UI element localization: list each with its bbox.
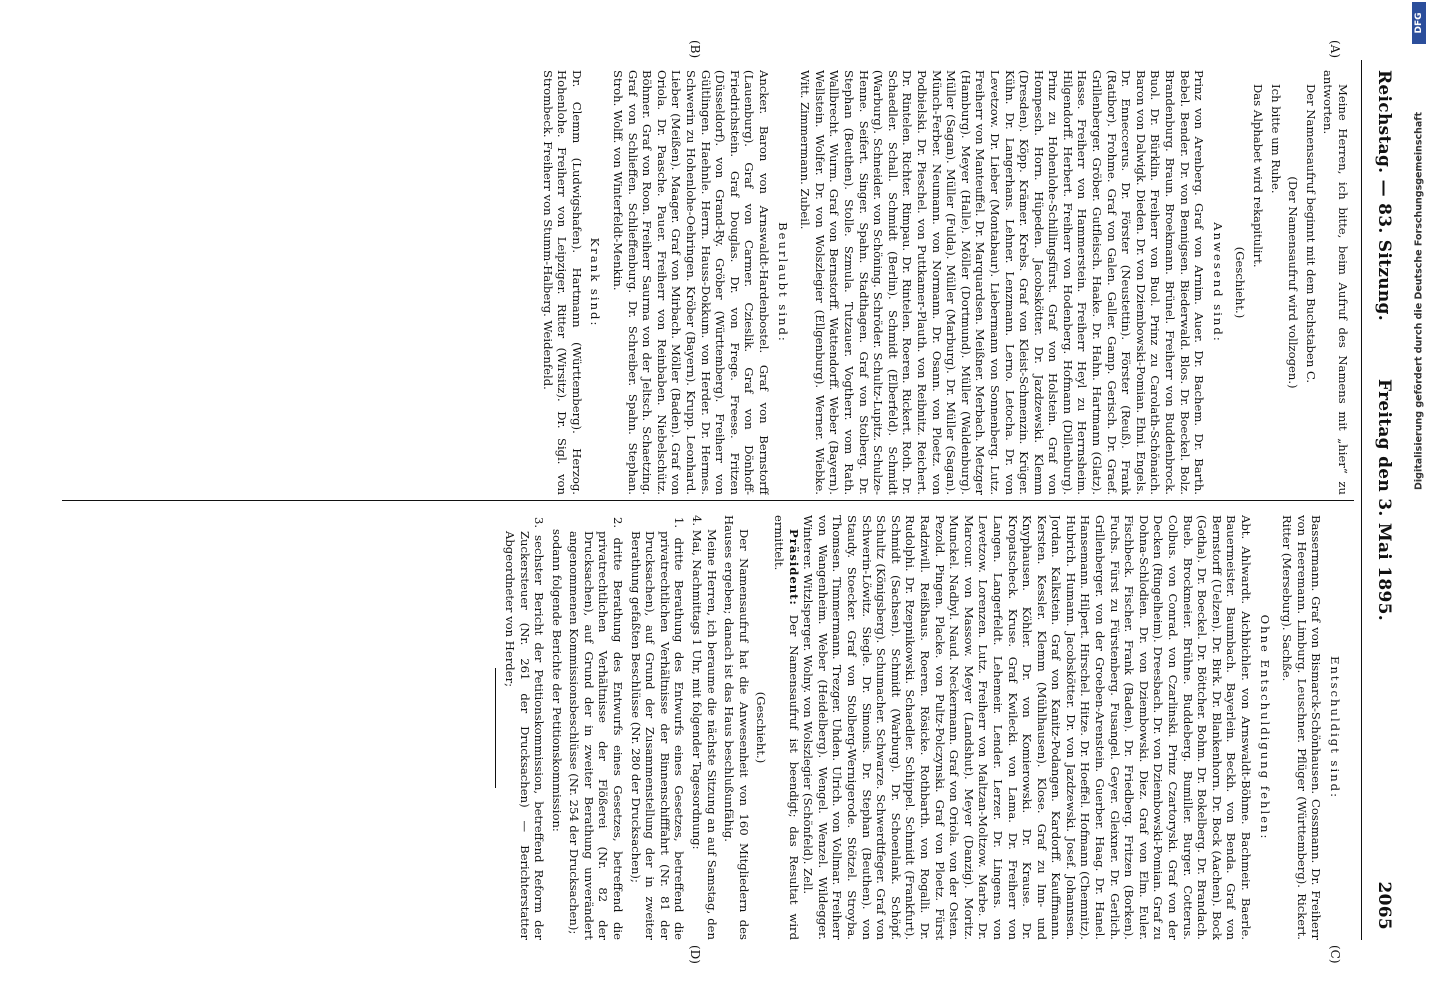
- sick-heading: Krank sind:: [588, 237, 603, 328]
- present-list: Prinz von Arenberg. Graf von Arnim. Auer. Dr. Bachem. Dr. Barth. Bebel. Bender. Dr. von Bennigsen. Biederwald. Blos. Dr. Boeckel. Bolz. Brandenburg. Braun. Broekmann. Brünel. Freiherr von Buddenbrock. Buol. Dr. Bürklin. Freiherr von Buol. Prinz zu Carolath-Schönaich. Baron von Dalwigk. Dieden. Dr. von Dziembowski-Pomian. Ehni. Engels. Dr. Enneccerus. Dr. Förster (Neustettin). Förster (Reuß). Frank (Ratibor). Frohme. Graf von Galen. Galler. Gamp. Gerisch. Dr. Graef. Grillenberger. Gröber. Gutfleisch. Haake. Dr. Hahn. Hartmann (Glatz). Hasse. Freiherr von Hammerstein. Freiherr Heyl zu Herrnsheim. Hilgendorff. Herbert. Freiherr von Hodenberg. Hofmann (Dillenburg). Prinz zu Hohenlohe-Schillingsfürst. Graf von Holstein. Graf von Hompesch. Horn. Hüpeden. Jacobskötter. Dr. Jazdzewski. Klemm (Dresden). Köpp. Krämer. Krebs. Graf von Kleist-Schmenzin. Krüger. Kühn. Dr. Langerhans. Lehner. Lenzmann. Lerno. Letocha. Dr. von Levetzow. Dr. Lieber (Montabaur). Liebermann von Sonnenberg. Lutz. Freiherr von Manteuffel. Dr. Marquardsen. Meißner. Merbach. Metzger (Hamburg). Meyer (Halle). Möller (Dortmund). Müller (Waldenburg). Müller (Sagan). Müller (Fulda). Müller (Marburg). Dr. Müller (Sagan). Münch-Ferber. Neumann. von Normann. Dr. Osann. von Ploetz. von Podbielski. Dr. Pieschel. von Puttkamer-Plauth. von Reibnitz. Reichert. Dr. Rintelen. Richter. Rimpau. Dr. Rintelen. Roeren. Rickert. Roth. Dr. Schaedler. Schall. Schmidt (Berlin). Schmidt (Elberfeld). Schmidt (Warburg). Schneider. von Schöning. Schröder. Schultz-Lupitz. Schulze-Henne. Seifert. Singer. Spahn. Stadthagen. Graf von Stolberg. Dr. Stephan (Beuthen). Stolle. Szmula. Tutzauer. Vogtherr. vom Rath. Wallbrecht. Wurm. Graf von Bernstorff. Wattendorff. Weber (Bayern). Wellstein. Wolfer. Dr. von Wolszlegier (Ellgenburg). Werner. Wiebke. Witt. Zimmermann. Zubeil.: [798, 70, 1207, 495]
- excused-list: Bassermann. Graf von Bismarck-Schönhausen. Cossmann. Dr. Freiherr von Heeremann. Limburg. Leuschner. Pflüger (Württemberg). Rickert. Ritter (Merseburg). Sachße.: [1280, 515, 1324, 940]
- margin-label-b: (B): [688, 40, 702, 59]
- speaker-label: Präsident:: [786, 529, 801, 606]
- present-heading: Anwesend sind:: [1210, 222, 1225, 343]
- left-column: [60, 70, 1350, 495]
- digitization-credit: [1412, 6, 1426, 596]
- page-header: [1364, 70, 1394, 930]
- excused-heading: Entschuldigt sind:: [1328, 655, 1342, 800]
- result-paragraph: Der Namensaufruf hat die Anwesenheit von 160 Mitgliedern des Hauses ergeben; danach ist das Haus beschlußunfähig.: [722, 515, 751, 940]
- header-date: Freitag den 3. Mai 1895.: [1374, 379, 1394, 621]
- unexcused-list: Abt. Ahlwardt. Aichbichler. von Arnswaldt-Böhme. Bachmeir. Baerle. Bauermeister. Baumbach. Bayerlein. Beckh. von Benda. Graf von Bernstorff (Uelzen). Dr. Birk. Dr. Blankenhorn. Dr. Bock (Aachen). Bock (Gotha). Dr. Boeckel. Dr. Böttcher. Bohm. Dr. Bokelberg. Dr. Brandach. Bueb. Brockmeier. Brühne. Buddeberg. Bumiller. Burger. Cotterus. Colbus. von Conrad. von Czarlinski. Prinz Czartoryski. Graf von der Decken (Ringelheim). Dreesbach. Dr. von Dziembowski-Pomian. Graf zu Dohna-Schlodien. Dr. von Dziembowski. Diez. Graf von Elm. Euler. Fischbeck. Fischer. Frank (Baden). Dr. Friedberg. Fritzen (Borken). Fuchs. Fürst zu Fürstenberg. Fusangel. Geyer. Gleixner. Dr. Gerlich. Grillenberger. von der Groeben-Arenstein. Guerber. Haag. Dr. Hanel. Hansemann. Hilpert. Hirschel. Hitze. Dr. Hoeffel. Hofmann (Chemnitz). Hubrich. Humann. Jacobskötter. Dr. von Jazdzewski. Josef. Johannsen. Jordan. Kalkstein. Graf von Kanitz-Podangen. Kardorff. Kauffmann. Kersten. Kessler. Klemm (Mühlhausen). Klose. Graf zu Inn- und Knyphausen. Köhler. Dr. von Komierowski. Dr. Krause. Dr. Kropatscheck. Kruse. Graf Kwilecki. von Lama. Dr. Freiherr von Langen. Langerfeldt. Lehemeir. Lender. Lerzer. Dr. Lingens. von Levetzow. Lorenzen. Lutz. Freiherr von Maltzan-Moltzow. Marbe. Dr. Marcour. von Massow. Meyer (Landshut). Meyer (Danzig). Moritz. Munckel. Nadbyl. Naud. Neckermann. Graf von Oriola. von der Osten. Pezold. Pingen. Placke. von Pultz-Polczynski. Graf von Ploetz. Fürst Radziwill. Reißhaus. Roeren. Rösicke. Rothbarth. von Rogalli. Dr. Rudolphi. Dr. Rzepnikowski. Schaedler. Schippel. Schmidt (Frankfurt). Schmidt (Sachsen). Schmidt (Warburg). Dr. Schoenlank. Schöpf. Schultz (Königsberg). Schumacher. Schwarze. Schwerdtfeger. Graf von Schwerin-Löwitz. Siegle. Dr. Simonis. Dr. Stephan (Beuthen). von Staudy. Stoecker. Graf von Stolberg-Wernigerode. Stötzel. Stroyba. Thomsen. Timmermann. Trezger. Uhden. Ulrich. von Vollmar. Freiherr von Wangenheim. Weber (Heidelberg). Wengel. Wenzel. Wildegger. Winterer. Witzlsperger. Wolny. von Wolszlegier (Schönfeld). Zell.: [801, 515, 1254, 940]
- dfg-logo-text: DFG: [1414, 12, 1424, 34]
- agenda-item: 3. sechster Bericht der Petitionskommission, betreffend Reform der Zuckersteuer (Nr. 261 der Drucksachen) — Berichterstatter Abgeordneter von Herder;: [502, 517, 547, 940]
- digitization-credit-text: Digitalisierung gefördert durch die Deutsche Forschungsgemeinschaft: [1413, 112, 1425, 490]
- dfg-logo: [1412, 2, 1426, 44]
- agenda-list: [502, 515, 686, 940]
- intro-paragraph-2: Der Namensaufruf beginnt mit dem Buchstaben C.: [1303, 84, 1318, 384]
- procedure-note-3: (Geschieht.): [754, 691, 769, 764]
- unexcused-heading: Ohne Entschuldigung fehlen:: [1257, 614, 1272, 841]
- next-session-paragraph: Meine Herren, ich beraume die nächste Sitzung an auf Samstag, den 4. Mai, Nachmittags 1 Uhr, mit folgender Tagesordnung:: [690, 515, 719, 940]
- president-text: Der Namensaufruf ist beendigt; das Resultat wird ermittelt.: [772, 515, 801, 940]
- header-rule: [1361, 60, 1362, 940]
- right-column: [60, 515, 1350, 940]
- margin-label-d: (D): [688, 945, 702, 964]
- procedure-note: (Der Namensaufruf wird vollzogen.): [1286, 176, 1301, 389]
- agenda-intro: sodann folgende Berichte der Petitionskommission:: [549, 529, 564, 832]
- end-rule: [495, 668, 496, 788]
- header-page-number: 2065: [1374, 881, 1394, 930]
- header-session: Reichstag. — 83. Sitzung.: [1374, 70, 1394, 321]
- leave-heading: Beurlaubt sind:: [775, 222, 790, 343]
- sick-list: Dr. Clemm (Ludwigshafen). Hartmann (Württemberg). Herzog. Hohenlohe. Freiherr von Leipziger. Ritter (Wirsitz). Dr. Sigl. von Strombeck. Freiherr von Stumm-Halberg. Weidenfeld.: [540, 70, 584, 495]
- margin-label-c: (C): [1328, 945, 1342, 964]
- agenda-item: 2. dritte Berathung des Entwurfs eines Gesetzes, betreffend die privatrechtlichen Verhältnisse der Flößerei (Nr. 82 der Drucksachen), auf Grund der in zweiter Berathung unverändert angenommenen Kommissionsbeschlüsse (Nr. 254 der Drucksachen);: [567, 517, 626, 940]
- intro-paragraph: Meine Herren, ich bitte, beim Aufruf des Namens mit „hier“ zu antworten.: [1321, 70, 1350, 495]
- margin-label-a: (A): [1328, 40, 1342, 59]
- leave-list: Ancker. Baron von Arnswaldt-Hardenbostel. Graf von Bernstorff (Lauenburg). Graf von Carmer. Czieslik. Graf von Dönhoff-Friedrichstein. Graf Douglas. Dr. von Frege. Freese. Fritzen (Düsseldorf). von Grand-Ry. Gröber (Württemberg). Freiherr von Gültlingen. Haehnle. Herrn. Hauss-Dokkum. von Herder. Dr. Hermes. Schwerin zu Hohenlohe-Oehringen. Kröber (Bayern). Krupp. Leonhard. Lieber (Meißen). Maager. Graf von Mirbach. Möller (Baden). Graf von Oriola. Dr. Paasche. Pauer. Freiherr von Reinbaben. Niebelschütz. Böhmer. Graf von Roon. Freiherr Saurma von der Jeltsch. Schaetzing. Graf von Schlieffen. Schlieffenburg. Dr. Schreiber. Spahn. Stephan. Stroh. Wolff. von Winterfeldt-Menkin.: [611, 70, 772, 495]
- recap-note: Das Alphabet wird rekapitulirt.: [1251, 84, 1266, 268]
- agenda-item: 1. dritte Berathung des Entwurfs eines Gesetzes, betreffend die privatrechtlichen Verhältnisse der Binnenschifffahrt (Nr. 81 der Drucksachen), auf Grund der Zusammenstellung der in zweiter Berathung gefaßten Beschlüsse (Nr. 280 der Drucksachen);: [628, 517, 687, 940]
- quiet-request: Ich bitte um Ruhe.: [1268, 84, 1283, 194]
- procedure-note-2: (Geschieht.): [1233, 246, 1248, 319]
- column-divider: [62, 500, 1354, 501]
- president-statement: [771, 515, 800, 940]
